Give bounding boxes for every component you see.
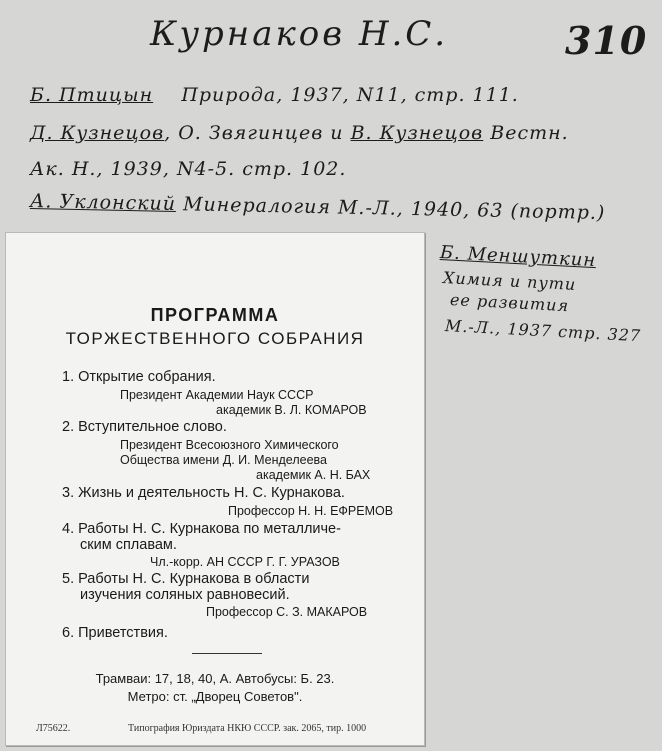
reference-1-author: Б. Птицын bbox=[30, 84, 154, 106]
program-item-2-line-1: Президент Всесоюзного Химического bbox=[120, 438, 339, 452]
imprint-code: Л75622. bbox=[36, 723, 71, 734]
metro-info: Метро: ст. „Дворец Советов". bbox=[127, 689, 303, 704]
reference-1-source: Природа, 1937, N11, стр. 111. bbox=[181, 84, 519, 106]
reference-2 bbox=[30, 122, 569, 144]
reference-2-source: Вестн. bbox=[483, 122, 569, 144]
side-note-line-2: Химия и пути bbox=[442, 268, 577, 294]
program-item-5-line-1: Профессор С. З. МАКАРОВ bbox=[206, 605, 368, 619]
transport-info: Трамваи: 17, 18, 40, А. Автобусы: Б. 23. bbox=[95, 671, 335, 686]
handwritten-number: 310 bbox=[565, 18, 648, 63]
reference-2-line-2: Ак. Н., 1939, N4-5. стр. 102. bbox=[30, 158, 347, 180]
program-item-4-line-1: Чл.-корр. АН СССР Г. Г. УРАЗОВ bbox=[150, 555, 340, 569]
program-item-3: 3. Жизнь и деятельность Н. С. Курнакова. bbox=[62, 485, 345, 501]
reference-3 bbox=[30, 190, 606, 224]
side-note-author: Б. Меншуткин bbox=[439, 242, 597, 272]
reference-2-middle: , О. Звягинцев и bbox=[164, 122, 351, 144]
side-note-line-4: М.-Л., 1937 стр. 327 bbox=[444, 316, 642, 346]
side-note-line-3: ее развития bbox=[449, 290, 570, 316]
program-subtitle: ТОРЖЕСТВЕННОГО СОБРАНИЯ bbox=[65, 329, 365, 348]
program-item-1-line-1: Президент Академии Наук СССР bbox=[120, 388, 314, 402]
divider bbox=[192, 653, 262, 654]
program-item-4: 4. Работы Н. С. Курнакова по металличе- bbox=[62, 521, 341, 537]
program-item-1-line-2: академик В. Л. КОМАРОВ bbox=[216, 403, 367, 417]
reference-3-source: Минералогия М.-Л., 1940, 63 (портр.) bbox=[175, 193, 606, 225]
program-item-5: 5. Работы Н. С. Курнакова в области bbox=[62, 571, 310, 587]
program-item-1: 1. Открытие собрания. bbox=[62, 369, 216, 385]
imprint-printer: Типография Юриздата НКЮ СССР. зак. 2065, тир. 1000 bbox=[128, 723, 367, 734]
program-item-5-continued: изучения соляных равновесий. bbox=[80, 587, 290, 603]
program-title: ПРОГРАММА bbox=[150, 305, 280, 325]
program-card bbox=[5, 232, 425, 746]
program-item-4-continued: ским сплавам. bbox=[80, 537, 177, 553]
reference-2-author-1: Д. Кузнецов bbox=[30, 122, 165, 144]
reference-2-author-2: В. Кузнецов bbox=[350, 122, 484, 144]
program-item-2: 2. Вступительное слово. bbox=[62, 419, 227, 435]
program-item-6: 6. Приветствия. bbox=[62, 625, 168, 641]
handwritten-title: Курнаков Н.С. bbox=[150, 14, 449, 54]
program-item-2-line-3: академик А. Н. БАХ bbox=[256, 468, 371, 482]
program-item-2-line-2: Общества имени Д. И. Менделеева bbox=[120, 453, 327, 467]
reference-1 bbox=[30, 84, 519, 106]
program-item-3-line-1: Профессор Н. Н. ЕФРЕМОВ bbox=[228, 504, 394, 518]
reference-3-author: А. Уклонский bbox=[29, 190, 177, 216]
